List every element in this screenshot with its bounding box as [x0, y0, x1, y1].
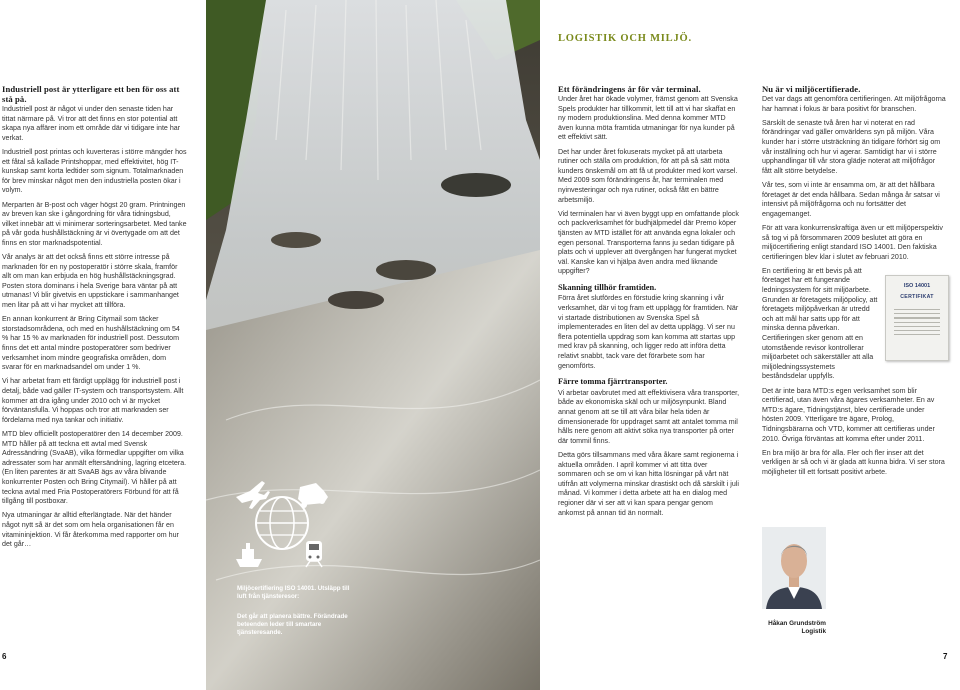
paragraph: Industriell post är något vi under den senaste tiden har tittat närmare på. Vi tror att det finns en stor potential att skapa nya affärer inom ett område där vi tidigare inte har verkat. [2, 105, 181, 142]
paragraph: Vid terminalen har vi även byggt upp en omfattande plock och packverksamhet för budhjälpmedel där Premo köper tjänsten av MTD istället för att använda egna lokaler och egen personal. Transporterna fanns ju sedan tidigare på plats och vi upplever att övergången har fungerat mycket väl. Kanske kan vi hjälpa även andra med liknande uppgifter? [558, 209, 739, 276]
car-icon [298, 483, 328, 508]
subheading-skanning: Skanning tillhör framtiden. [558, 282, 657, 292]
column-middle [558, 84, 741, 523]
paragraph: En bra miljö är bra för alla. Fler och fler inser att det verkligen är så och vi är glada att kunna bidra. Vi ser stora möjligheter till ett fortsatt positivt arbete. [762, 448, 945, 476]
paragraph: Industriell post printas och kuverteras i större mängder hos ett fåtal så kallade Printshoppar, med effektivitet, hög IT-kunskap samt korta ledtider som signum. Totalmarknaden för brev minskar något men den industriella posten ökar i volym. [2, 147, 187, 195]
paragraph: Förra året slutfördes en förstudie kring skanning i vår verksamhet, där vi tog fram ett upplägg för framtiden. När vi startade distributionen av Svenska Spel så implementerades en liten del av detta upplägg. Vi ser nu flera potentiella uppdrag som kan komma att startas upp med krav på skanning, och ligger redo att införa detta relativt snabbt, tack vare det förarbete som har genomförts. [558, 294, 739, 370]
paragraph: Under året har ökade volymer, främst genom att Svenska Spels produkter har tillkommit, lett till att vi har skaffat en ny modern produktionslina. Med denna kommer MTD även kunna möta framtida utmaningar för nya kunder på ett effektivt sätt. [558, 95, 738, 142]
heading-industriell-post: Industriell post är ytterligare ett ben för oss att stå på. [2, 84, 180, 104]
paragraph: Nya utmaningar är alltid efterlängtade. När det händer något nytt så är det som om hela organisationen får en vitamininjektion. Vi får återkomma med rapporter om hur det går… [2, 511, 179, 549]
paragraph: En annan konkurrent är Bring Citymail som täcker storstadsområdena, och med en hushållstäckning om 54 % har 15 % av marknaden för industriell post. Dessutom finns det ett antal mindre postoperatörer som bedriver verksamhet inom mindre geografiska områden, dom svarar för en marknadsandel om under 1 %. [2, 315, 180, 372]
paragraph: Vi har arbetat fram ett färdigt upplägg för industriell post i detalj, både vad gäller IT-system och transportsystem. Allt kommer att dra igång under 2010 och vi är mycket förväntansfulla. Vi hoppas och tror att marknaden ser fördelarna med nya tankar och initiativ. [2, 377, 184, 424]
paragraph: MTD blev officiellt postoperatörer den 14 december 2009. MTD håller på att teckna ett avtal med Svensk Adressändring (SvaAB), vilka förmedlar uppgifter om vilka adressater som har anmält eftersändning, lagring etcetera. (En liten parentes är att SvaAB ägs av våra blivande konkurrenter Posten och Bring Citymail). Vi håller på att teckna avtal med Fria Postoperatörers Förbund för att få tillgång till postboxar. [2, 429, 187, 506]
photo-caption-text: Det går att planera bättre. Förändrade beteenden leder till smartare tjänsteresande. [237, 613, 348, 636]
globe-icon [256, 497, 308, 549]
paragraph: Det är inte bara MTD:s egen verksamhet som blir certifierad, utan även våra ägares verksamheter. En av MTD:s ägare, Tidningstjänst, blev certifierade under hösten 2009. Ytterligare tre ägare, Prolog, Tidningsbärarna och VTD, kommer att certifieras under 2010. Övriga förväntas att komma efter under 2011. [762, 386, 935, 443]
subheading-fjarrtransporter: Färre tomma fjärrtransporter. [558, 377, 668, 387]
paragraph: Vi arbetar oavbrutet med att effektivisera våra transporter, både av ekonomiska skäl och ur miljösynpunkt. Bland annat genom att se till att våra bilar hela tiden är dimensionerade för uppdraget samt att antalet tomma mil hålls nere genom att aktivt söka nya transporter på orter där tommil finns. [558, 388, 740, 445]
paragraph: Merparten är B-post och väger högst 20 gram. Printningen av breven kan ske i gångordning för våra tidningsbud, vilket innebär att vi minimerar sorteringsarbetet. Med tanke på vår goda hushållstäckning är vi övertygade om att det finns en stor marknadspotential. [2, 200, 187, 247]
heading-terminal: Ett förändringens år för vår terminal. [558, 84, 701, 94]
section-title: LOGISTIK OCH MILJÖ. [558, 33, 692, 44]
transport-diagram [232, 475, 332, 575]
portrait-name: Håkan Grundström [768, 620, 826, 627]
ship-icon [236, 543, 262, 567]
page-number-right: 7 [943, 652, 948, 661]
page-number-left: 6 [2, 652, 7, 661]
paragraph: För att vara konkurrenskraftiga även ur ett miljöperspektiv så tog vi på försommaren 2009 beslutet att göra en miljöcertifiering enligt standard ISO 14001. Den faktiska certifieringen blev klar i slutet av februari 2010. [762, 223, 943, 261]
cert-title: CERTIFIKAT [900, 294, 934, 300]
heading-miljocertifierade: Nu är vi miljöcertifierade. [762, 84, 861, 94]
portrait-caption [740, 620, 826, 636]
train-icon [306, 541, 322, 567]
portrait-photo [762, 527, 826, 609]
paragraph: Särskilt de senaste två åren har vi noterat en rad förändringar vad gäller omvärldens syn på miljön. Våra kunder har i större utsträckning än tidigare förhört sig om vår inställning och hur vi agerar. Samtidigt har vi i större upphandlingar till vår stora glädje noterat att miljöfrågor fått allt större betydelse. [762, 118, 941, 175]
paragraph-certification: En certifiering är ett bevis på att företaget har ett fungerande ledningssystem för sitt miljöarbete. Grunden är företagets miljöpolicy, att företagets miljöpåverkan är utredd och att mål har satts upp för att minska denna påverkan. Certifieringen sker genom att en utomstående revisor kontrollerar miljöarbetet och säkerställer att alla miljöledningssystemets beståndsdelar uppfylls. [762, 266, 878, 381]
column-left [2, 84, 187, 554]
paragraph: Detta görs tillsammans med våra åkare samt regionerna i aktuella områden. I april kommer vi att titta över sommaren och se om vi kan hitta lösningar på vårt nät utifrån att volymerna minskar drastiskt och då särskilt i juli månad. Vi kommer i detta arbete att ha en dialog med regioner där vi ser att vi kan spara pengar genom ankomst på annan tid än normalt. [558, 450, 739, 517]
airplane-icon [236, 481, 270, 509]
paragraph: Vår tes, som vi inte är ensamma om, är att det hållbara företaget är det enda hållbara. Sedan många år satsar vi intensivt på miljöfrågorna och nu fortsätter det engagemanget. [762, 180, 940, 218]
photo-caption-title: Miljöcertifiering ISO 14001. Utsläpp till luft från tjänsteresor: [237, 585, 350, 600]
paragraph: Vår analys är att det också finns ett större intresse på marknaden för en ny postoperatör i större skala, framför allt om man kan erbjuda en hög hushållstäckningsgrad. Posten stora dominans i hela Sverige bara väntar på att utmanas! Vi blir givetvis en uppstickare i sammanhanget men litar på att vi har mycket att tillföra. [2, 253, 179, 310]
paragraph: Det var dags att genomföra certifieringen. Att miljöfrågorna har hamnat i fokus är bara positivt för branschen. [762, 95, 946, 113]
paragraph: Det har under året fokuserats mycket på att utarbeta rutiner och ställa om produktion, för att på så sätt möta kunders önskemål om att få ut produkter med kort varsel. Med 2009 som förändringens år, har terminalen med nyinvesteringar och nya rutiner, också fått en bättre arbetsmiljö. [558, 147, 738, 204]
portrait-role: Logistik [801, 628, 826, 635]
cert-label: ISO 14001 [903, 283, 931, 289]
iso-certificate-image [885, 275, 949, 361]
